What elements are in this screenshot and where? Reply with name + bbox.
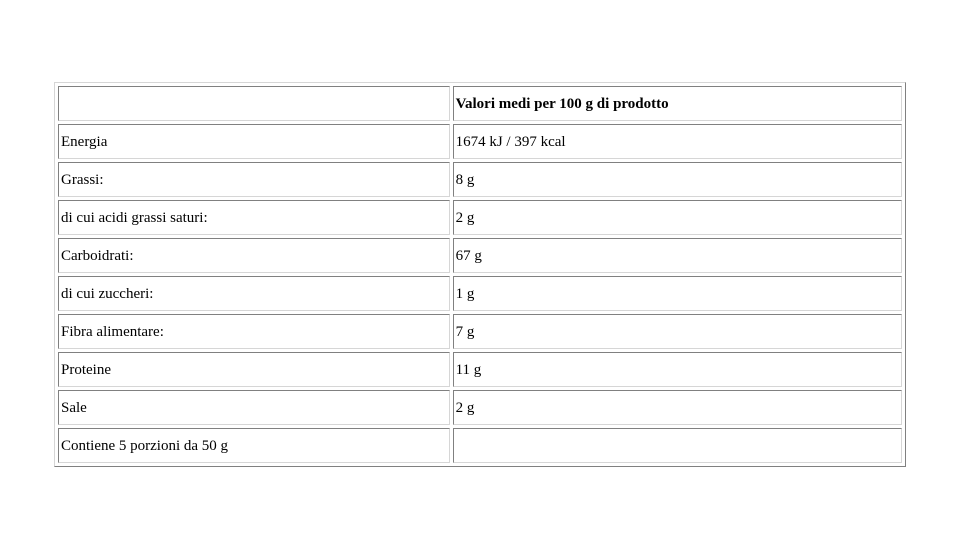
table-row: [58, 428, 902, 463]
table-row: [58, 390, 902, 425]
nutrient-value: 67 g: [453, 238, 902, 273]
table-header-row: [58, 86, 902, 121]
nutrient-label: Energia: [58, 124, 450, 159]
table-row: [58, 162, 902, 197]
nutrient-label: Proteine: [58, 352, 450, 387]
nutrient-value: 1674 kJ / 397 kcal: [453, 124, 902, 159]
nutrient-label: Fibra alimentare:: [58, 314, 450, 349]
table-row: [58, 200, 902, 235]
nutrition-table: [54, 82, 906, 467]
servings-label: Contiene 5 porzioni da 50 g: [58, 428, 450, 463]
nutrient-value: 8 g: [453, 162, 902, 197]
table-row: [58, 276, 902, 311]
table-row: [58, 238, 902, 273]
table-row: [58, 314, 902, 349]
nutrient-label: di cui acidi grassi saturi:: [58, 200, 450, 235]
nutrient-label: Grassi:: [58, 162, 450, 197]
nutrient-value: 2 g: [453, 200, 902, 235]
nutrient-value: 1 g: [453, 276, 902, 311]
nutrient-label: Sale: [58, 390, 450, 425]
nutrient-value: 2 g: [453, 390, 902, 425]
table-row: [58, 352, 902, 387]
nutrient-label: Carboidrati:: [58, 238, 450, 273]
header-value-cell: Valori medi per 100 g di prodotto: [453, 86, 902, 121]
nutrient-value: 11 g: [453, 352, 902, 387]
nutrient-label: di cui zuccheri:: [58, 276, 450, 311]
servings-value: [453, 428, 902, 463]
table-row: [58, 124, 902, 159]
nutrient-value: 7 g: [453, 314, 902, 349]
header-label-cell: [58, 86, 450, 121]
